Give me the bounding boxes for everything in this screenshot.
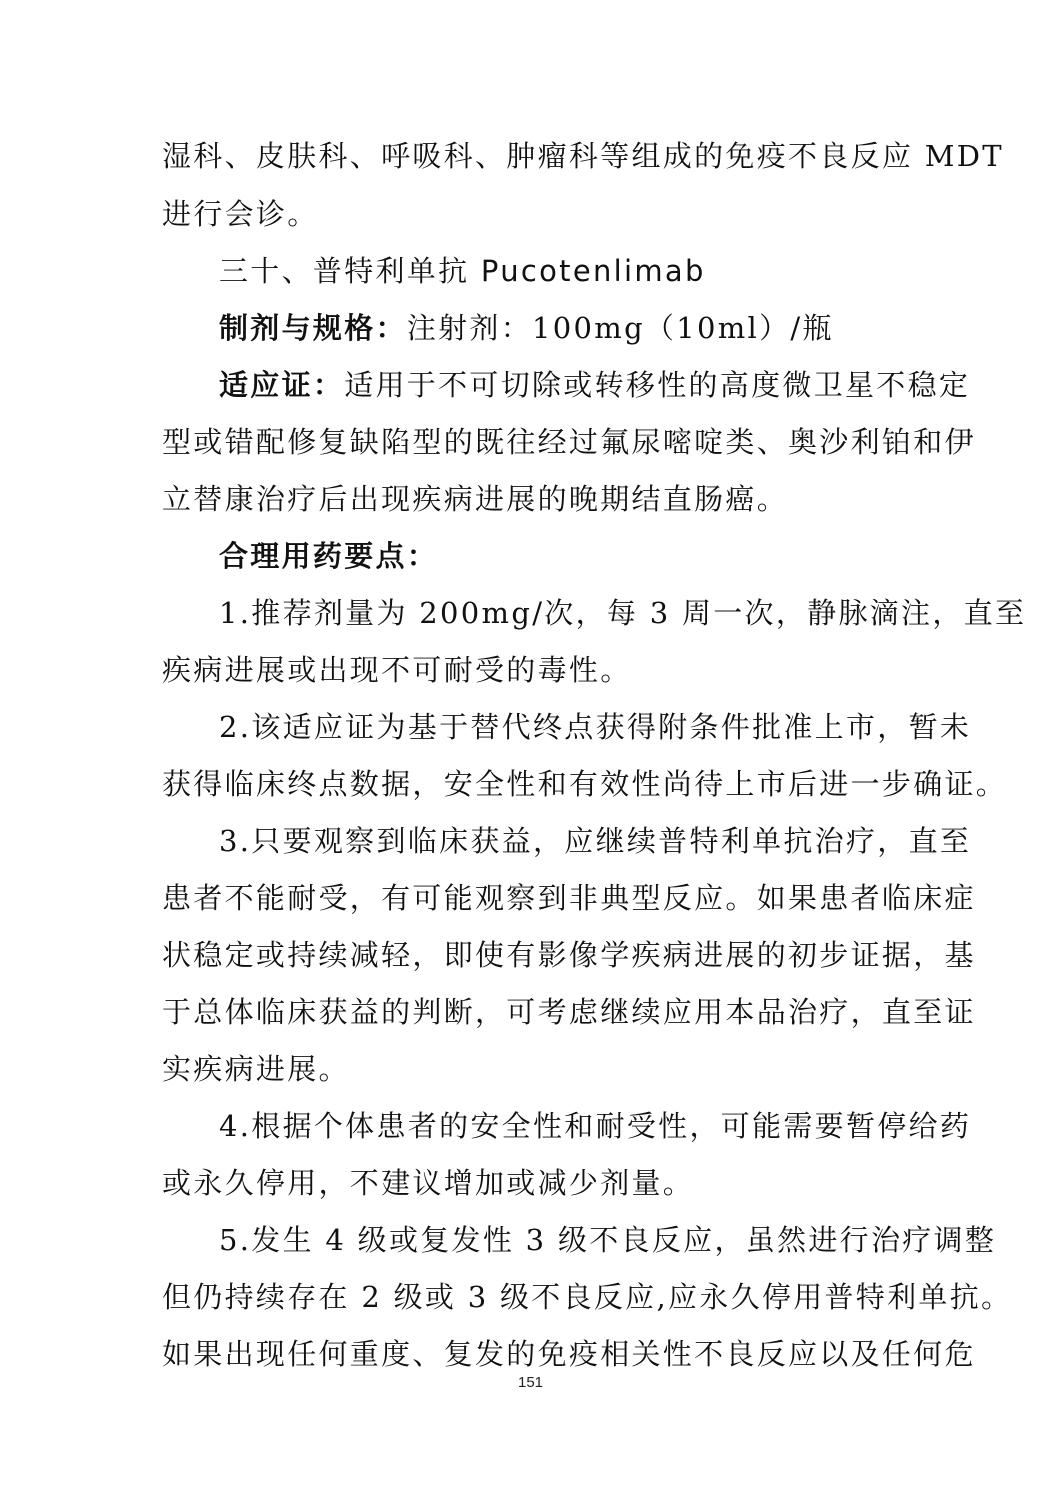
point-5-line-1: 5.发生 4 级或复发性 3 级不良反应，虽然进行治疗调整 — [219, 1223, 997, 1257]
point-1-line-1: 1.推荐剂量为 200mg/次，每 3 周一次，静脉滴注，直至 — [219, 596, 1027, 630]
indication-line-2: 型或错配修复缺陷型的既往经过氟尿嘧啶类、奥沙利铂和伊 — [162, 425, 976, 459]
page-number: 151 — [517, 1374, 544, 1391]
point-2-line-1: 2.该适应证为基于替代终点获得附条件批准上市，暂未 — [219, 710, 972, 744]
formulation-text: 注射剂：100mg（10ml）/瓶 — [406, 311, 834, 345]
section-title: 三十、普特利单抗 Pucotenlimab — [219, 254, 706, 288]
formulation-line — [219, 308, 909, 348]
formulation-label: 制剂与规格： — [219, 311, 407, 345]
point-4-line-1: 4.根据个体患者的安全性和耐受性，可能需要暂停给药 — [219, 1109, 972, 1143]
indication-label: 适应证： — [219, 368, 345, 402]
point-3-line-3: 状稳定或持续减轻，即使有影像学疾病进展的初步证据，基 — [162, 938, 976, 972]
point-3-line-5: 实疾病进展。 — [162, 1052, 350, 1086]
point-3-line-1: 3.只要观察到临床获益，应继续普特利单抗治疗，直至 — [219, 824, 972, 858]
intro-line-1: 湿科、皮肤科、呼吸科、肿瘤科等组成的免疫不良反应 MDT — [162, 139, 1004, 173]
intro-line-2: 进行会诊。 — [162, 197, 319, 231]
point-3-line-4: 于总体临床获益的判断，可考虑继续应用本品治疗，直至证 — [162, 995, 976, 1029]
indication-line-3: 立替康治疗后出现疾病进展的晚期结直肠癌。 — [162, 482, 789, 516]
point-3-line-2: 患者不能耐受，有可能观察到非典型反应。如果患者临床症 — [162, 881, 976, 915]
point-4-line-2: 或永久停用，不建议增加或减少剂量。 — [162, 1166, 695, 1200]
point-1-line-2: 疾病进展或出现不可耐受的毒性。 — [162, 653, 632, 687]
indication-line-1 — [219, 365, 971, 405]
point-5-line-3: 如果出现任何重度、复发的免疫相关性不良反应以及任何危 — [162, 1337, 976, 1371]
key-points-title: 合理用药要点： — [219, 539, 439, 573]
point-2-line-2: 获得临床终点数据，安全性和有效性尚待上市后进一步确证。 — [162, 767, 1008, 801]
point-5-line-2: 但仍持续存在 2 级或 3 级不良反应,应永久停用普特利单抗。 — [162, 1280, 1013, 1314]
indication-text-1: 适用于不可切除或转移性的高度微卫星不稳定 — [344, 368, 971, 402]
